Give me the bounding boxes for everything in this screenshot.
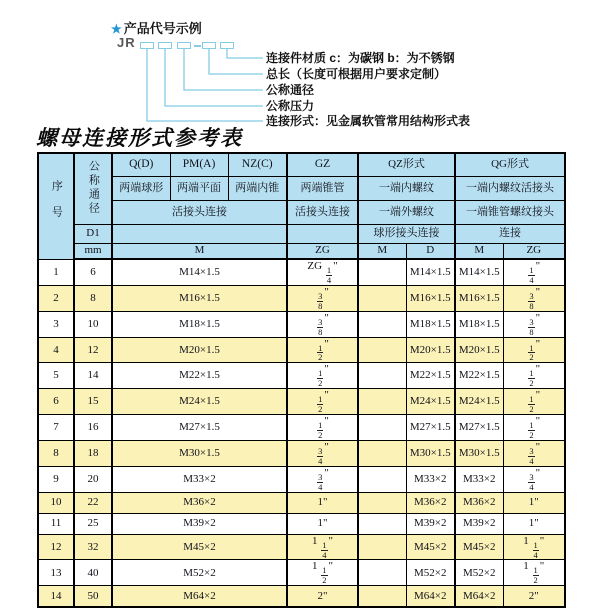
header-qg-connection: 连接 bbox=[455, 224, 565, 243]
cell-m: M20×1.5 bbox=[112, 337, 287, 363]
cell-mm: 12 bbox=[74, 337, 112, 363]
header-q-sub: 两端球形 bbox=[112, 176, 170, 200]
cell-qg-zg: $\frac{1}{2}$ " bbox=[503, 389, 565, 415]
cell-qg-zg: $\frac{3}{8}$ " bbox=[503, 285, 565, 311]
cell-qz-d: M14×1.5 bbox=[406, 259, 455, 285]
cell-m: M27×1.5 bbox=[112, 415, 287, 441]
cell-gz: $\frac{1}{2}$ " bbox=[287, 415, 358, 441]
cell-qg-zg: $\frac{3}{4}$ " bbox=[503, 440, 565, 466]
header-nz-code: NZ(C) bbox=[228, 153, 287, 176]
cell-qg-zg: $\frac{1}{2}$ " bbox=[503, 363, 565, 389]
header-nz-sub: 两端内锥 bbox=[228, 176, 287, 200]
cell-gz: $\frac{1}{2}$ " bbox=[287, 389, 358, 415]
cell-qg-m: M18×1.5 bbox=[455, 311, 503, 337]
cell-gz: $\frac{1}{2}$ " bbox=[287, 363, 358, 389]
cell-qz-m bbox=[358, 415, 406, 441]
cell-mm: 8 bbox=[74, 285, 112, 311]
table-row bbox=[38, 389, 565, 415]
cell-mm: 18 bbox=[74, 440, 112, 466]
cell-qg-m: M14×1.5 bbox=[455, 259, 503, 285]
header-qz-connection: 球形接头连接 bbox=[358, 224, 455, 243]
header-gz-code: GZ bbox=[287, 153, 358, 176]
cell-gz: 1" bbox=[287, 492, 358, 513]
cell-m: M36×2 bbox=[112, 492, 287, 513]
cell-m: M33×2 bbox=[112, 466, 287, 492]
cell-qz-m bbox=[358, 466, 406, 492]
cell-qz-d: M39×2 bbox=[406, 513, 455, 534]
cell-mm: 10 bbox=[74, 311, 112, 337]
header-qz-unit-m: M bbox=[358, 243, 406, 259]
cell-gz: ZG $\frac{1}{4}$ " bbox=[287, 259, 358, 285]
cell-qg-m: M24×1.5 bbox=[455, 389, 503, 415]
table-row bbox=[38, 560, 565, 586]
table-row bbox=[38, 363, 565, 389]
table-row bbox=[38, 440, 565, 466]
cell-m: M45×2 bbox=[112, 534, 287, 560]
header-gz-sub: 两端锥管 bbox=[287, 176, 358, 200]
cell-gz: $\frac{3}{4}$ " bbox=[287, 440, 358, 466]
cell-qz-d: M64×2 bbox=[406, 586, 455, 607]
header-qz-code: QZ形式 bbox=[358, 153, 455, 176]
table-row bbox=[38, 534, 565, 560]
cell-m: M64×2 bbox=[112, 586, 287, 607]
cell-qz-d: M18×1.5 bbox=[406, 311, 455, 337]
cell-mm: 6 bbox=[74, 259, 112, 285]
header-union-connection: 活接头连接 bbox=[112, 200, 287, 224]
cell-qz-m bbox=[358, 259, 406, 285]
cell-qz-d: M27×1.5 bbox=[406, 415, 455, 441]
header-qz-sub2: 一端外螺纹 bbox=[358, 200, 455, 224]
cell-qg-m: M64×2 bbox=[455, 586, 503, 607]
cell-qg-zg: $\frac{1}{4}$ " bbox=[503, 259, 565, 285]
cell-qg-m: M22×1.5 bbox=[455, 363, 503, 389]
header-qz-sub1: 一端内螺纹 bbox=[358, 176, 455, 200]
table-row bbox=[38, 492, 565, 513]
cell-qg-zg: $\frac{1}{2}$ " bbox=[503, 415, 565, 441]
cell-mm: 16 bbox=[74, 415, 112, 441]
cell-m: M30×1.5 bbox=[112, 440, 287, 466]
code-prefix: JR bbox=[117, 35, 136, 50]
cell-qz-m bbox=[358, 363, 406, 389]
cell-no: 12 bbox=[38, 534, 74, 560]
table-row bbox=[38, 337, 565, 363]
cell-qz-d: M52×2 bbox=[406, 560, 455, 586]
cell-qz-m bbox=[358, 285, 406, 311]
header-qg-unit-zg: ZG bbox=[503, 243, 565, 259]
cell-mm: 50 bbox=[74, 586, 112, 607]
cell-qg-zg: 2" bbox=[503, 586, 565, 607]
cell-m: M18×1.5 bbox=[112, 311, 287, 337]
cell-qz-m bbox=[358, 586, 406, 607]
cell-gz: $\frac{3}{8}$ " bbox=[287, 311, 358, 337]
cell-gz: $\frac{1}{2}$ " bbox=[287, 337, 358, 363]
cell-m: M24×1.5 bbox=[112, 389, 287, 415]
cell-qz-m bbox=[358, 492, 406, 513]
cell-no: 1 bbox=[38, 259, 74, 285]
header-seq-text: 序号 bbox=[50, 180, 63, 233]
cell-qg-m: M16×1.5 bbox=[455, 285, 503, 311]
cell-no: 13 bbox=[38, 560, 74, 586]
header-seq bbox=[38, 153, 74, 259]
table-title: 螺母连接形式参考表 bbox=[36, 125, 243, 150]
cell-qz-m bbox=[358, 440, 406, 466]
header-m-unit: M bbox=[112, 243, 287, 259]
cell-qz-d: M33×2 bbox=[406, 466, 455, 492]
cell-gz: 1" bbox=[287, 513, 358, 534]
cell-no: 9 bbox=[38, 466, 74, 492]
cell-mm: 15 bbox=[74, 389, 112, 415]
header-qg-unit-m: M bbox=[455, 243, 503, 259]
cell-qz-m bbox=[358, 337, 406, 363]
header-d1: D1 bbox=[74, 224, 112, 243]
cell-qz-m bbox=[358, 534, 406, 560]
reference-table bbox=[37, 152, 566, 608]
cell-qg-zg: 1 $\frac{1}{4}$ " bbox=[503, 534, 565, 560]
cell-qg-zg: 1" bbox=[503, 513, 565, 534]
cell-qg-m: M52×2 bbox=[455, 560, 503, 586]
cell-qz-d: M45×2 bbox=[406, 534, 455, 560]
cell-no: 6 bbox=[38, 389, 74, 415]
table-row bbox=[38, 586, 565, 607]
diagram-title-text: 产品代号示例 bbox=[123, 21, 202, 36]
cell-qg-zg: 1" bbox=[503, 492, 565, 513]
header-gz-connection: 活接头连接 bbox=[287, 200, 358, 224]
header-qg-sub1: 一端内螺纹活接头 bbox=[455, 176, 565, 200]
diagram-label-material: 连接件材质 c：为碳钢 b：为不锈钢 bbox=[266, 51, 455, 65]
diagram-label-connection: 连接形式：见金属软管常用结构形式表 bbox=[266, 114, 471, 128]
cell-qz-d: M36×2 bbox=[406, 492, 455, 513]
cell-mm: 20 bbox=[74, 466, 112, 492]
table-row bbox=[38, 513, 565, 534]
header-mm-unit: mm bbox=[74, 243, 112, 259]
header-empty-m bbox=[112, 224, 287, 243]
cell-no: 4 bbox=[38, 337, 74, 363]
cell-qg-m: M27×1.5 bbox=[455, 415, 503, 441]
table-row bbox=[38, 415, 565, 441]
cell-qz-m bbox=[358, 513, 406, 534]
cell-no: 2 bbox=[38, 285, 74, 311]
cell-qg-m: M30×1.5 bbox=[455, 440, 503, 466]
cell-qg-m: M20×1.5 bbox=[455, 337, 503, 363]
cell-qz-d: M30×1.5 bbox=[406, 440, 455, 466]
cell-mm: 22 bbox=[74, 492, 112, 513]
header-qg-code: QG形式 bbox=[455, 153, 565, 176]
cell-mm: 40 bbox=[74, 560, 112, 586]
cell-qg-zg: 1 $\frac{1}{2}$ " bbox=[503, 560, 565, 586]
cell-no: 5 bbox=[38, 363, 74, 389]
cell-gz: $\frac{3}{8}$ " bbox=[287, 285, 358, 311]
cell-qg-zg: $\frac{1}{2}$ " bbox=[503, 337, 565, 363]
cell-qg-m: M33×2 bbox=[455, 466, 503, 492]
cell-qz-m bbox=[358, 560, 406, 586]
cell-mm: 25 bbox=[74, 513, 112, 534]
table-row bbox=[38, 466, 565, 492]
cell-no: 3 bbox=[38, 311, 74, 337]
cell-qg-zg: $\frac{3}{8}$ " bbox=[503, 311, 565, 337]
cell-m: M39×2 bbox=[112, 513, 287, 534]
cell-qg-m: M36×2 bbox=[455, 492, 503, 513]
cell-qz-m bbox=[358, 389, 406, 415]
cell-gz: 1 $\frac{1}{2}$ " bbox=[287, 560, 358, 586]
header-nominal-diameter-text: 公称通径 bbox=[87, 159, 100, 216]
header-qg-sub2: 一端锥管螺纹接头 bbox=[455, 200, 565, 224]
cell-gz: 1 $\frac{1}{4}$ " bbox=[287, 534, 358, 560]
cell-qg-m: M39×2 bbox=[455, 513, 503, 534]
star-icon: ★ bbox=[111, 22, 122, 36]
cell-qz-m bbox=[358, 311, 406, 337]
header-q-code: Q(D) bbox=[112, 153, 170, 176]
cell-mm: 32 bbox=[74, 534, 112, 560]
cell-m: M14×1.5 bbox=[112, 259, 287, 285]
cell-mm: 14 bbox=[74, 363, 112, 389]
cell-gz: 2" bbox=[287, 586, 358, 607]
header-pm-sub: 两端平面 bbox=[170, 176, 228, 200]
cell-qz-d: M16×1.5 bbox=[406, 285, 455, 311]
table-row bbox=[38, 311, 565, 337]
diagram-label-diameter: 公称通径 bbox=[266, 83, 315, 97]
header-nominal-diameter bbox=[74, 153, 112, 224]
cell-no: 7 bbox=[38, 415, 74, 441]
header-empty-gz bbox=[287, 224, 358, 243]
cell-qg-m: M45×2 bbox=[455, 534, 503, 560]
diagram-label-pressure: 公称压力 bbox=[266, 99, 315, 113]
cell-m: M22×1.5 bbox=[112, 363, 287, 389]
table-body bbox=[38, 259, 565, 607]
cell-qz-d: M24×1.5 bbox=[406, 389, 455, 415]
cell-qz-d: M20×1.5 bbox=[406, 337, 455, 363]
cell-m: M52×2 bbox=[112, 560, 287, 586]
table-row bbox=[38, 285, 565, 311]
cell-no: 14 bbox=[38, 586, 74, 607]
cell-m: M16×1.5 bbox=[112, 285, 287, 311]
cell-qg-zg: $\frac{3}{4}$ " bbox=[503, 466, 565, 492]
cell-gz: $\frac{3}{4}$ " bbox=[287, 466, 358, 492]
header-qz-unit-d: D bbox=[406, 243, 455, 259]
table-row bbox=[38, 259, 565, 285]
diagram-label-length: 总长（长度可根据用户要求定制） bbox=[266, 67, 447, 81]
cell-no: 8 bbox=[38, 440, 74, 466]
cell-no: 11 bbox=[38, 513, 74, 534]
header-pm-code: PM(A) bbox=[170, 153, 228, 176]
cell-no: 10 bbox=[38, 492, 74, 513]
cell-qz-d: M22×1.5 bbox=[406, 363, 455, 389]
header-gz-unit: ZG bbox=[287, 243, 358, 259]
